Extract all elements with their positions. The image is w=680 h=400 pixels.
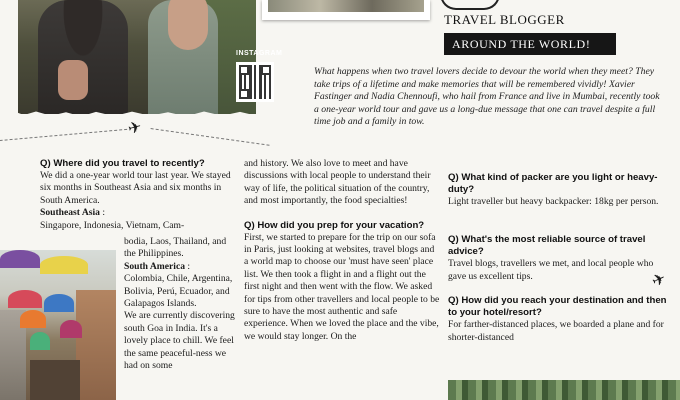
goa-paragraph: We are currently discovering south Goa in India. It's a lovely place to chill. We feel the same peaceful-ness we had on some	[124, 310, 235, 372]
south-america-label: South America	[124, 260, 186, 272]
southeast-asia-list-rest: bodia, Laos, Thailand, and the Philippines.	[124, 236, 227, 260]
qr-code-icon[interactable]	[236, 62, 274, 102]
southeast-asia-list: Singapore, Indonesia, Vietnam, Cam-	[40, 219, 185, 231]
flight-path-line	[149, 128, 269, 155]
polaroid-photo	[262, 0, 430, 20]
southeast-asia-colon: :	[99, 207, 106, 219]
logo-swirl-icon	[440, 0, 500, 10]
question-4: Q) What's the most reliable source of travel advice?	[448, 234, 646, 258]
couple-photo	[18, 0, 256, 114]
southeast-asia-line	[40, 207, 236, 219]
question-5: Q) How did you reach your destination and then to your hotel/resort?	[448, 295, 667, 319]
airplane-icon: ✈	[648, 268, 669, 291]
instagram-label: INSTAGRAM	[236, 50, 283, 57]
travel-blogger-heading: TRAVEL BLOGGER	[444, 12, 565, 27]
south-america-line	[124, 261, 240, 273]
question-3: Q) What kind of packer are you light or heavy-duty?	[448, 172, 658, 195]
intro-paragraph: What happens when two travel lovers decide to devour the world when they meet? They take trips of a lifetime and make memories that will be remembered vividly! Xavier Fastinger and Nadia Chennoufi, who hail from France and live in Mumbai, recently took a one-year world tour and gave us a long-due message that one can travel despite a full time job and a family in tow.	[314, 66, 660, 128]
answer-1: We did a one-year world tour last year. We stayed six months in Southeast Asia and six months in South America.	[40, 170, 231, 206]
flight-path-line	[0, 129, 128, 150]
column-1	[40, 158, 236, 232]
answer-4: Travel blogs, travellers we met, and local people who gave us excellent tips.	[448, 258, 654, 282]
question-2: Q) How did you prep for your vacation?	[244, 219, 425, 231]
southeast-asia-label: Southeast Asia	[40, 207, 100, 219]
column-3	[448, 172, 670, 344]
south-america-colon: :	[185, 260, 191, 272]
answer-2: First, we started to prepare for the trip on our sofa in Paris, just looking at websites, travel blogs and a world map to choose our 'must have seen' place list. We then took a flight in and a flight out the first night and then went with the flow. We asked for tips from other travellers and local people to be sure to have the most authentic and safe experience. When we loved the place and the vibe, we would stay longer. On the	[244, 231, 440, 342]
around-the-world-banner: AROUND THE WORLD!	[444, 33, 616, 55]
answer-5: For farther-distanced places, we boarded a plane and for shorter-distanced	[448, 319, 664, 343]
airplane-icon: ✈	[125, 116, 144, 139]
umbrella-street-photo	[0, 250, 116, 400]
column-2	[244, 158, 440, 343]
answer-3: Light traveller but heavy backpacker: 18kg per person.	[448, 196, 659, 207]
continued-text: and history. We also love to meet and have discussions with local people to understand their way of life, the political situation of the country, and most importantly, the food specialties!	[244, 158, 431, 207]
column-1-continued	[124, 236, 240, 372]
forest-photo	[448, 380, 680, 400]
question-1: Q) Where did you travel to recently?	[40, 158, 205, 169]
south-america-list: Colombia, Chile, Argentina, Bolivia, Perú, Ecuador, and Galapagos Islands.	[124, 273, 233, 310]
